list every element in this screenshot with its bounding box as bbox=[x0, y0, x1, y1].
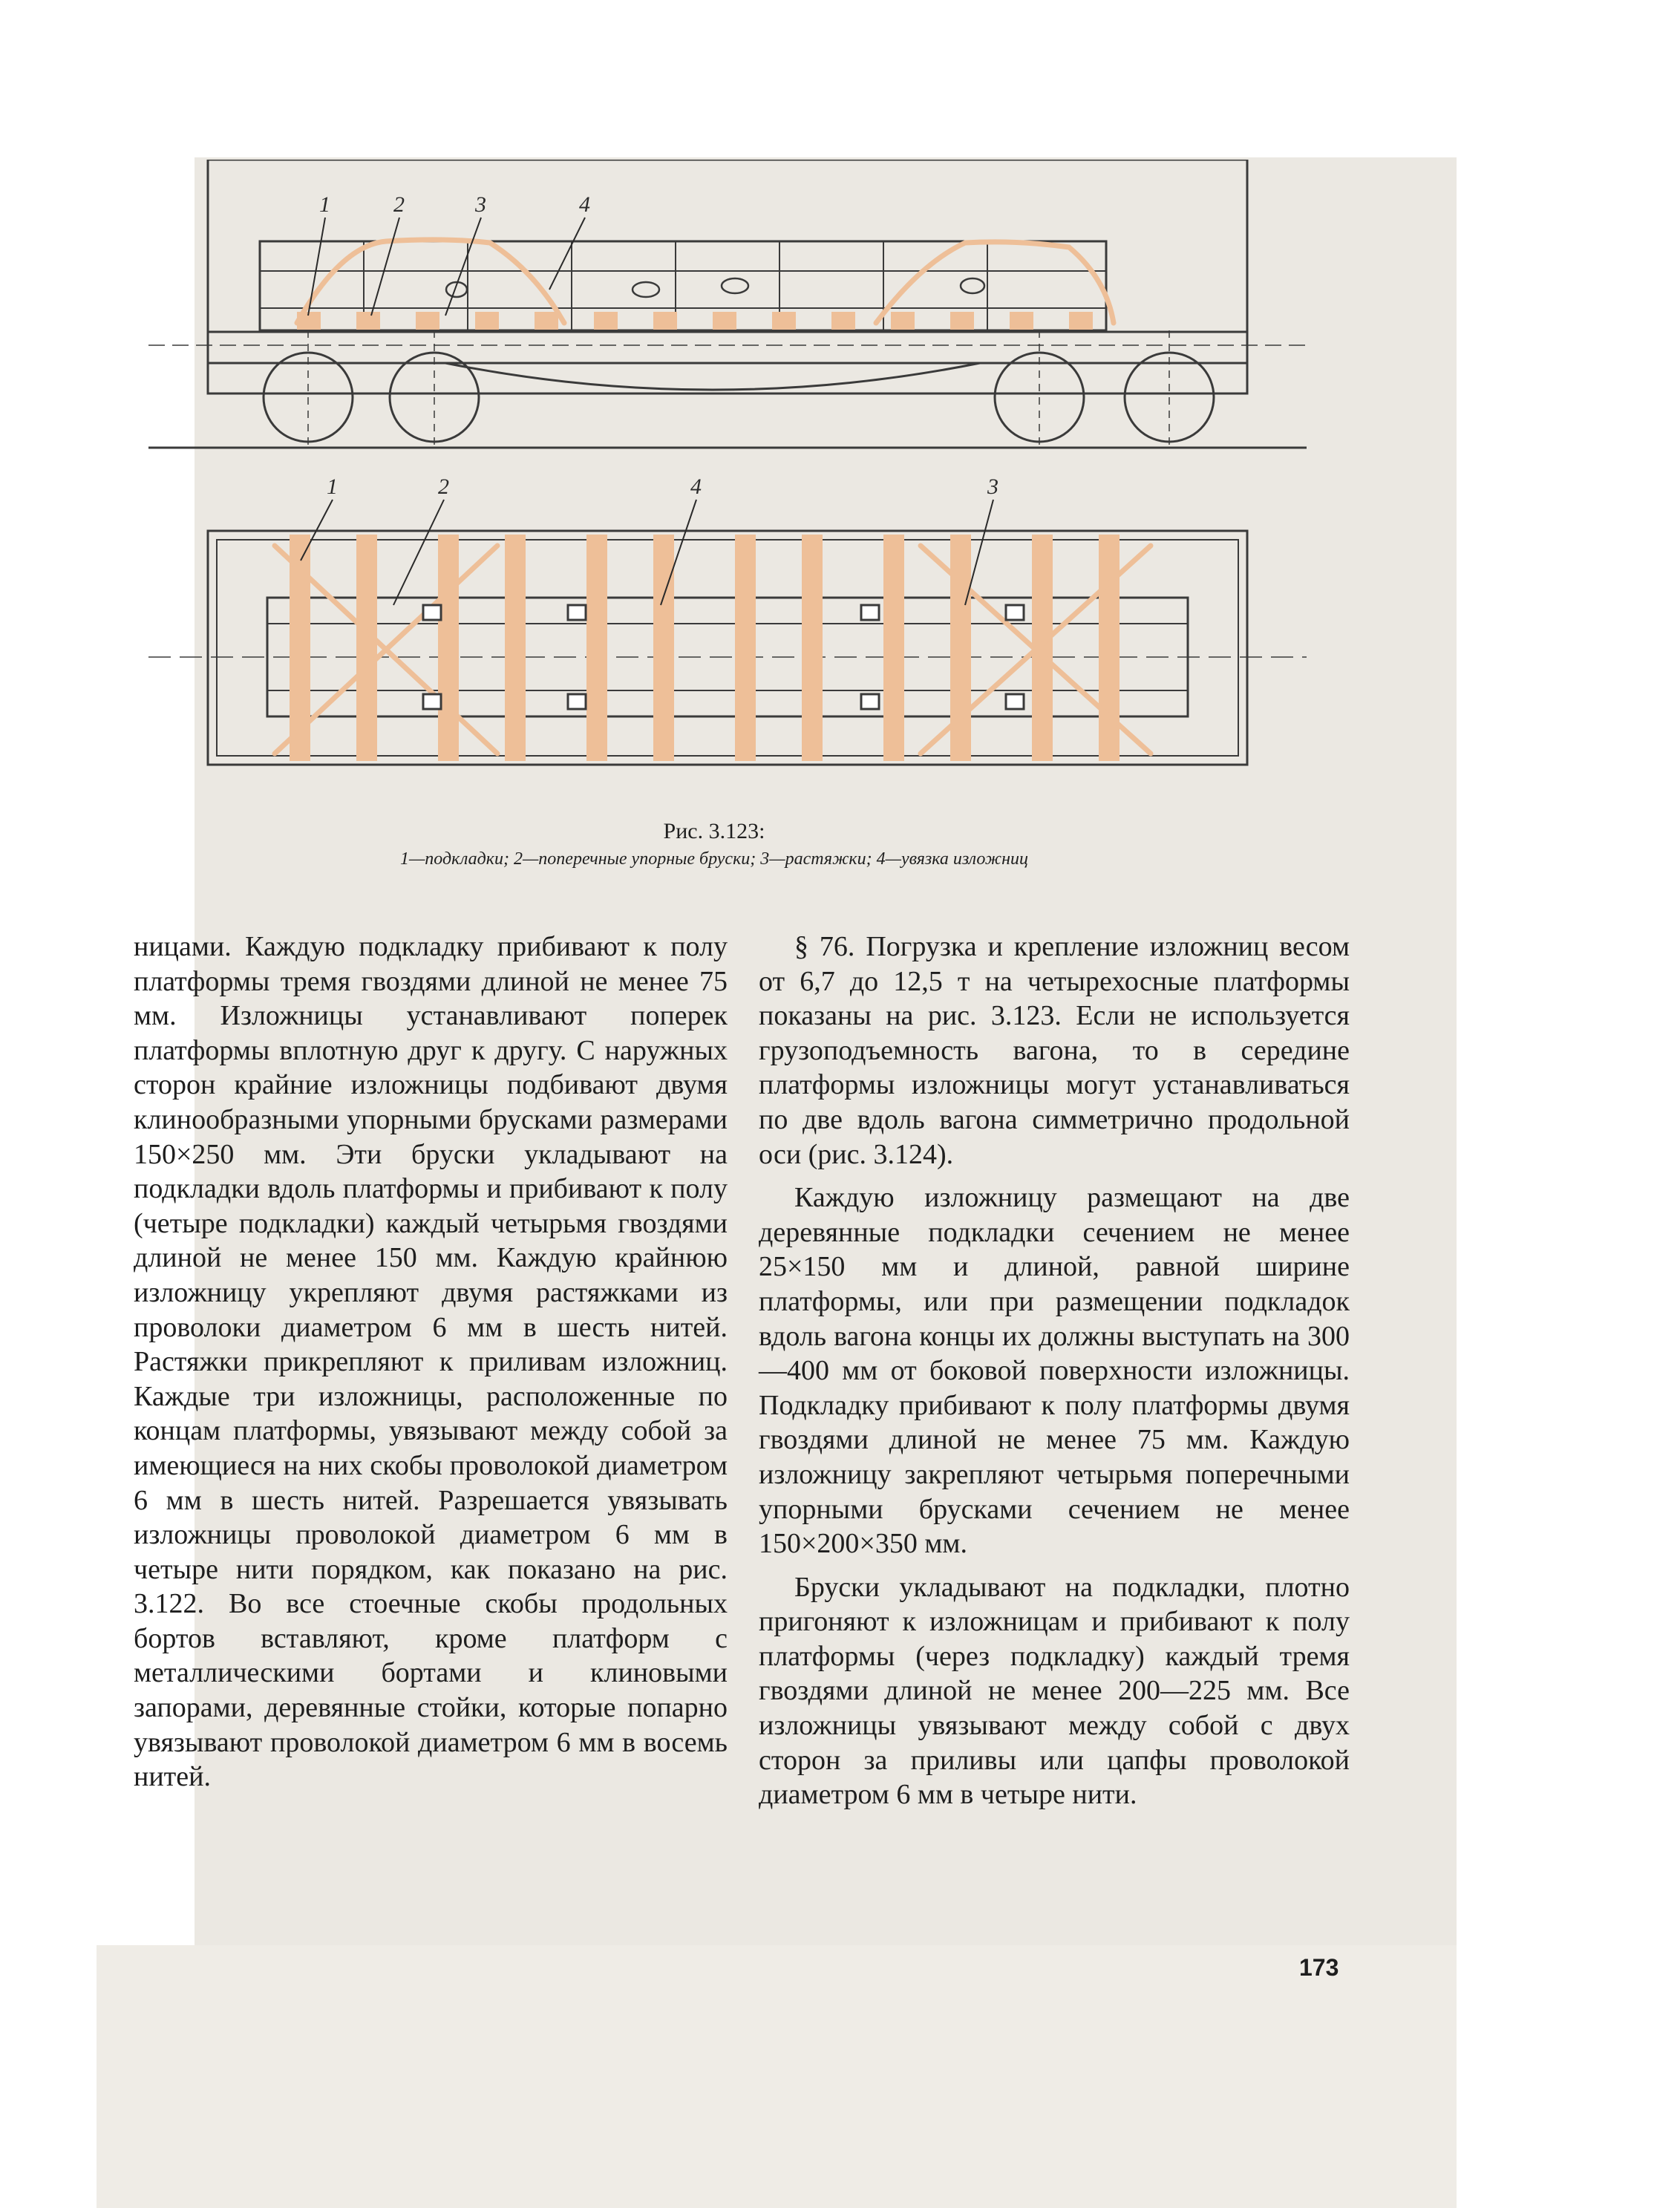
platform-deck bbox=[208, 332, 1247, 363]
paragraph: Каждую изложницу размещают на две деревянные подкладки сечением не менее 25×150 мм и длиной, равной ширине платформы, или при размещении подкладок вдоль вагона концы их должны выступать на 300—400 мм от боковой поверхности изложницы. Подкладку прибивают к полу платформы двумя гвоздями длиной не менее 75 мм. Каждую изложницу закрепляют четырьмя поперечными упорными брусками сечением не менее 150×200×350 мм. bbox=[759, 1182, 1350, 1560]
callout-plan-4: 4 bbox=[690, 474, 702, 499]
wheelset-right bbox=[995, 353, 1214, 442]
pads-plan bbox=[290, 535, 1120, 761]
wheelset-left bbox=[264, 353, 479, 442]
paragraph: Бруски укладывают на подкладки, плотно пригоняют к изложницам и прибивают к полу платформы (через подкладку) каждый тремя гвоздями длиной не менее 200—225 мм. Все изложницы увязывают между собой с двух сторон за приливы или цапфы проволокой диаметром 6 мм в четыре нити. bbox=[759, 1571, 1350, 1811]
page-number: 173 bbox=[1299, 1954, 1339, 1981]
tie-wires-side bbox=[297, 240, 1114, 323]
figure-caption bbox=[195, 817, 1234, 872]
figure-caption-title: Рис. 3.123: bbox=[663, 819, 765, 843]
callout-plan-3: 3 bbox=[987, 474, 998, 499]
figure-drawing bbox=[148, 160, 1307, 813]
platform-frame bbox=[275, 363, 1173, 390]
callout-side-1: 1 bbox=[319, 192, 330, 217]
pads-side bbox=[297, 312, 1093, 330]
text-column-left bbox=[134, 930, 728, 1803]
callout-side-4: 4 bbox=[579, 192, 590, 217]
callout-plan-2: 2 bbox=[438, 474, 449, 499]
figure-caption-legend: 1—подкладки; 2—поперечные упорные бруски; 3—растяжки; 4—увязка изложниц bbox=[399, 849, 1029, 869]
page-sheet-lower bbox=[97, 1945, 1457, 2208]
callout-plan-1: 1 bbox=[327, 474, 338, 499]
diagonal-braces-plan bbox=[275, 546, 1151, 754]
paragraph: ницами. Каждую подкладку прибивают к полу платформы тремя гвоздями длиной не менее 75 мм. Изложницы устанавливают поперек платформы вплотную друг к другу. С наружных сторон крайние изложницы подбивают двумя клинообразными упорными брусками размерами 150×250 мм. Эти бруски укладывают на подкладки вдоль платформы и прибивают к полу (четыре подкладки) каждый четырьмя гвоздями длиной не менее 150 мм. Каждую крайнюю изложницу укрепляют двумя растяжками из проволоки диаметром 6 мм в шесть нитей. Растяжки прикрепляют к приливам изложниц. Каждые три изложницы, расположенные по концам платформы, увязывают между собой за имеющиеся на них скобы проволокой диаметром 6 мм в шесть нитей. Разрешается увязывать изложницы проволокой диаметром 6 мм в четыре нити порядком, как показано на рис. 3.122. Во все стоечные скобы продольных бортов вставляют, кроме платформ с металлическими бортами и клиновыми запорами, деревянные стойки, которые попарно увязывают проволокой диаметром 6 мм в восемь нитей. bbox=[134, 931, 728, 1793]
text-column-right bbox=[759, 930, 1350, 1821]
ingot-molds-side bbox=[260, 241, 1106, 330]
callout-side-3: 3 bbox=[475, 192, 486, 217]
callout-side-2: 2 bbox=[393, 192, 405, 217]
paragraph: § 76. Погрузка и крепление изложниц весом от 6,7 до 12,5 т на четырехосные платформы показаны на рис. 3.123. Если не используется грузоподъемность вагона, то в середине платформы изложницы могут устанавливаться по две вдоль вагона симметрично продольной оси (рис. 3.124). bbox=[759, 931, 1350, 1170]
figure-3-123 bbox=[148, 160, 1307, 813]
